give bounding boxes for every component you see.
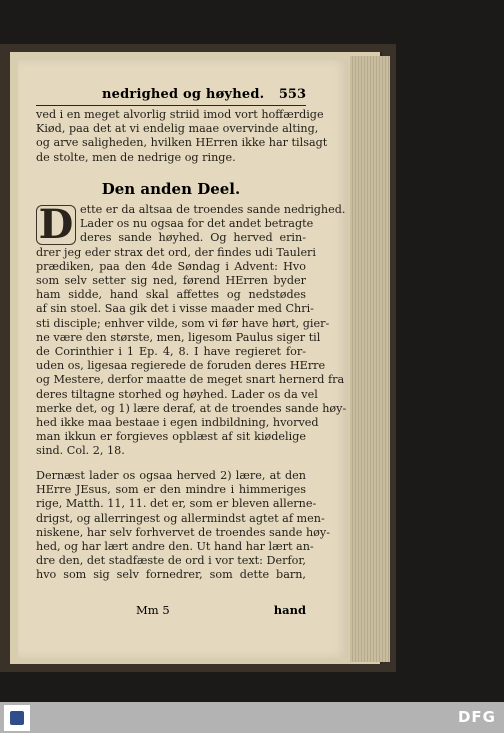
viewer-bottom-bar bbox=[0, 702, 504, 733]
text-line: drer jeg eder strax det ord, der findes udi Tauleri bbox=[36, 245, 316, 259]
running-title: nedrighed og høyhed. bbox=[102, 87, 265, 102]
text-line: ham sidde, hand skal affettes og nedstødes bbox=[36, 288, 306, 302]
paragraph-2 bbox=[36, 201, 347, 459]
text-line: prædiken, paa den 4de Søndag i Advent: Hvo bbox=[36, 259, 306, 273]
paragraph-3 bbox=[36, 469, 330, 583]
section-title: Den anden Deel. bbox=[101, 180, 241, 198]
text-line: Dernæst lader os ogsaa herved 2) lære, at den bbox=[36, 469, 306, 482]
text-line: HErre JEsus, som er den mindre i himmeriges bbox=[36, 483, 306, 497]
text-line: og Mestere, derfor maatte de meget snart hernerd fra bbox=[36, 373, 345, 387]
text-line: dre den, det stadfæste de ord i vor text: Derfor, bbox=[36, 554, 306, 568]
text-line: Kiød, paa det at vi endelig maae overvinde alting, bbox=[36, 122, 319, 136]
text-line: sti disciple; enhver vilde, som vi før have hørt, gier- bbox=[36, 316, 330, 330]
text-line: hed, og har lært andre den. Ut hand har lært an- bbox=[36, 540, 314, 554]
text-line: ette er da altsaa de troendes sande nedrighed. bbox=[80, 203, 346, 216]
text-line: sind. Col. 2, 18. bbox=[36, 444, 125, 458]
text-line: Lader os nu ogsaa for det andet betragte bbox=[80, 217, 314, 231]
signature-mark: Mm 5 bbox=[136, 603, 170, 617]
text-line: hvo som sig selv fornedrer, som dette barn, bbox=[36, 568, 306, 582]
text-line: uden os, ligesaa regierede de foruden deres HErre bbox=[36, 359, 326, 373]
drop-cap: D bbox=[36, 205, 76, 245]
text-line: man ikkun er forgieves opblæst af sit kiødelige bbox=[36, 430, 306, 444]
text-line: hed ikke maa bestaae i egen indbildning, hvorved bbox=[36, 416, 319, 430]
text-line: de Corinthier i 1 Ep. 4, 8. I have regieret for- bbox=[36, 345, 306, 359]
text-line: merke det, og 1) lære deraf, at de troendes sande høy- bbox=[36, 401, 347, 415]
text-line: de stolte, men de nedrige og ringe. bbox=[36, 150, 236, 164]
text-line: som selv setter sig ned, førend HErren byder bbox=[36, 274, 306, 288]
library-logo-icon[interactable] bbox=[4, 705, 30, 731]
page-number: 553 bbox=[278, 87, 306, 102]
text-line: og arve saligheden, hvilken HErren ikke har tilsagt bbox=[36, 136, 328, 150]
text-line: af sin stoel. Saa gik det i visse maader med Chri- bbox=[36, 302, 314, 316]
text-line: ved i en meget alvorlig striid imod vort hoffærdige bbox=[36, 108, 324, 121]
dfg-logo[interactable]: DFG bbox=[457, 708, 496, 726]
text-line: deres tiltagne storhed og høyhed. Lader os da vel bbox=[36, 387, 318, 401]
text-line: niskene, har selv forhvervet de troendes sande høy- bbox=[36, 525, 330, 539]
paragraph-1 bbox=[36, 108, 328, 165]
text-line: rige, Matth. 11, 11. det er, som er bleven allerne- bbox=[36, 497, 317, 511]
text-line: drigst, og allerringest og allermindst agtet af men- bbox=[36, 511, 325, 525]
catchword: hand bbox=[273, 603, 306, 617]
text-line: ne være den største, men, ligesom Paulus siger til bbox=[36, 330, 321, 344]
page-footer bbox=[36, 603, 306, 619]
text-line: deres sande høyhed. Og herved erin- bbox=[80, 231, 306, 245]
page-fore-edge bbox=[350, 56, 390, 662]
running-head bbox=[36, 87, 306, 106]
